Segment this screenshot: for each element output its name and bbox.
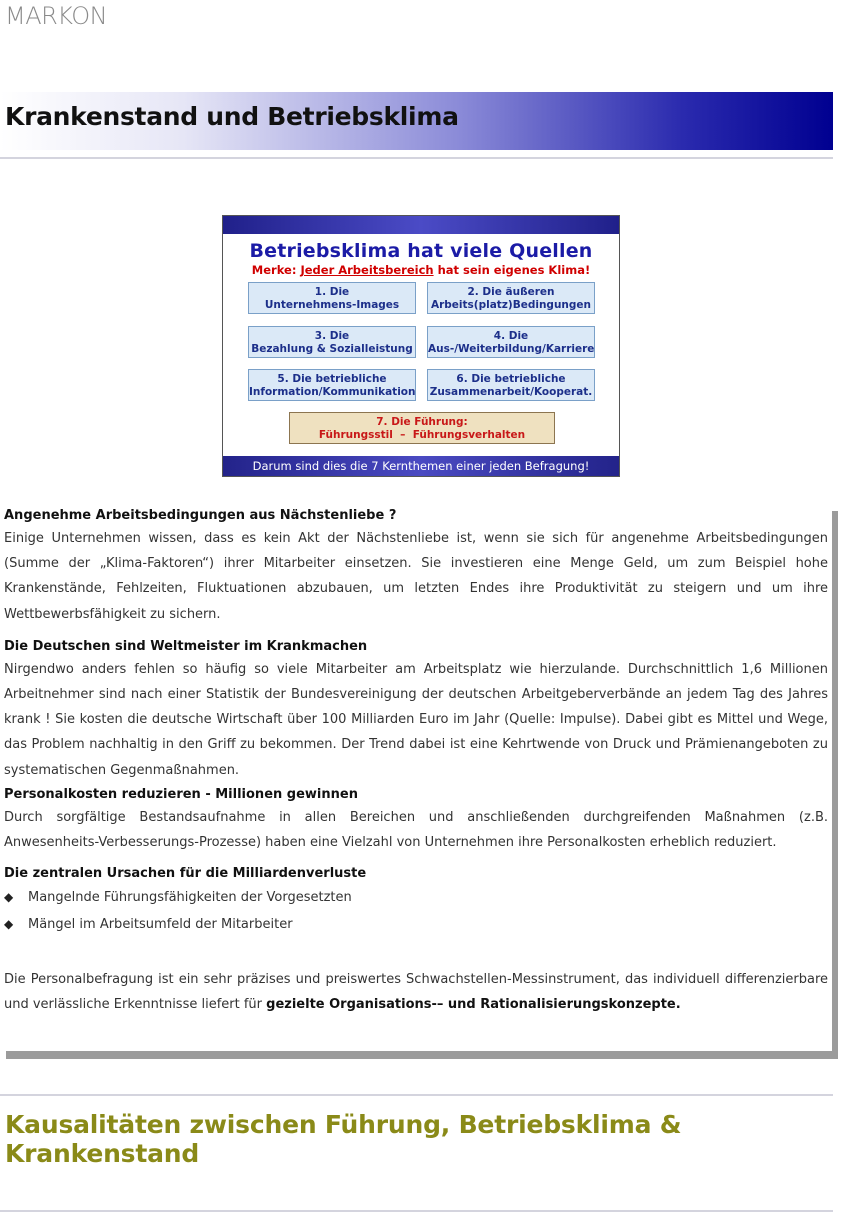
section-heading: Die zentralen Ursachen für die Milliardenverluste (4, 866, 367, 882)
diagram-top-bar (223, 216, 619, 234)
source-number: 4. Die (493, 330, 529, 342)
diamond-bullet-icon: ◆ (4, 890, 14, 905)
divider (0, 1210, 833, 1212)
page-title-banner (0, 92, 833, 150)
section-text: Einige Unternehmen wissen, dass es kein Akt der Nächstenliebe ist, wenn sie sich für angenehme Arbeitsbedingungen (Summe der „Klima-Faktoren“) ihrer Mitarbeiter einsetzen. Sie investieren eine Menge Geld, um zum Beispiel hohe Krankenstände, Fehlzeiten, Fluktuationen abzubauen, um letzten Endes ihre Produktivität zu steigern und um ihre Wettbewerbsfähigkeit zu sichern. (4, 531, 828, 622)
source-label: Arbeits(platz)Bedingungen (430, 299, 592, 311)
source-label: Führungsstil – Führungsverhalten (318, 429, 526, 441)
section-heading: Die Deutschen sind Weltmeister im Krankmachen (4, 638, 368, 654)
source-number: 6. Die betriebliche (456, 373, 566, 385)
source-number: 5. Die betriebliche (277, 373, 387, 385)
list-item-text: Mängel im Arbeitsumfeld der Mitarbeiter (28, 917, 293, 933)
diagram-note (223, 263, 619, 277)
note-prefix: Merke: (251, 263, 301, 277)
source-label: Zusammenarbeit/Kooperat. (429, 386, 593, 398)
list-item (4, 911, 828, 938)
source-box-3 (248, 326, 416, 358)
divider (0, 157, 833, 159)
closing-emphasis: gezielte Organisations-– und Rationalisierungskonzepte. (266, 997, 681, 1013)
source-box-2 (427, 282, 595, 314)
source-number: 7. Die Führung: (376, 416, 468, 428)
list-item (4, 884, 828, 911)
betriebsklima-diagram (222, 215, 620, 477)
source-number: 2. Die äußeren (467, 286, 555, 298)
source-label: Aus-/Weiterbildung/Karriere (428, 343, 595, 355)
page-title: Krankenstand und Betriebsklima (5, 102, 459, 131)
article-body (4, 503, 828, 1018)
note-underlined: Jeder Arbeitsbereich (300, 263, 434, 277)
diamond-bullet-icon: ◆ (4, 917, 14, 932)
source-label: Bezahlung & Sozialleistung (251, 343, 413, 355)
section-text: Nirgendwo anders fehlen so häufig so viele Mitarbeiter am Arbeitsplatz wie hierzulande. Durchschnittlich 1,6 Millionen Arbeitnehmer sind nach einer Statistik der Bundesvereinigung der deutschen Arbeitgeberverbände an jedem Tag des Jahres krank ! Sie kosten die deutsche Wirtschaft über 100 Milliarden Euro im Jahr (Quelle: Impulse). Dabei gibt es Mittel und Wege, das Problem nachhaltig in den Griff zu bekommen. Der Trend dabei ist eine Kehrtwende von Druck und Prämienangeboten zu systematischen Gegenmaßnahmen. (4, 661, 828, 778)
next-section-title: Kausalitäten zwischen Führung, Betriebsklima & Krankenstand (5, 1110, 682, 1168)
section-heading: Personalkosten reduzieren - Millionen gewinnen (4, 786, 358, 802)
source-number: 1. Die (314, 286, 350, 298)
brand-logo[interactable]: MARKON (5, 2, 108, 30)
note-suffix: hat sein eigenes Klima! (433, 263, 591, 277)
diagram-footer: Darum sind dies die 7 Kernthemen einer jeden Befragung! (223, 456, 619, 476)
section-heading: Angenehme Arbeitsbedingungen aus Nächstenliebe ? (4, 508, 397, 523)
source-box-1 (248, 282, 416, 314)
list-item-text: Mangelnde Führungsfähigkeiten der Vorgesetzten (28, 890, 352, 906)
article-panel (0, 503, 832, 1051)
divider (0, 1094, 833, 1096)
source-number: 3. Die (314, 330, 350, 342)
closing-text: Die Personalbefragung ist ein sehr präzises und preiswertes Schwachstellen-Messinstrument, das individuell differenzierbare und verlässliche Erkenntnisse liefert für (4, 972, 828, 1013)
source-box-5 (248, 369, 416, 401)
diagram-heading: Betriebsklima hat viele Quellen (249, 240, 593, 262)
closing-paragraph (4, 967, 828, 1017)
source-box-4 (427, 326, 595, 358)
source-box-7-leadership (289, 412, 555, 444)
source-label: Unternehmens-Images (264, 299, 400, 311)
source-box-6 (427, 369, 595, 401)
section-text: Durch sorgfältige Bestandsaufnahme in allen Bereichen und anschließenden durchgreifenden Maßnahmen (z.B. Anwesenheits-Verbesserungs-Prozesse) haben eine Vielzahl von Unternehmen ihre Personalkosten erheblich reduziert. (4, 809, 828, 851)
source-label: Information/Kommunikation (249, 386, 416, 398)
